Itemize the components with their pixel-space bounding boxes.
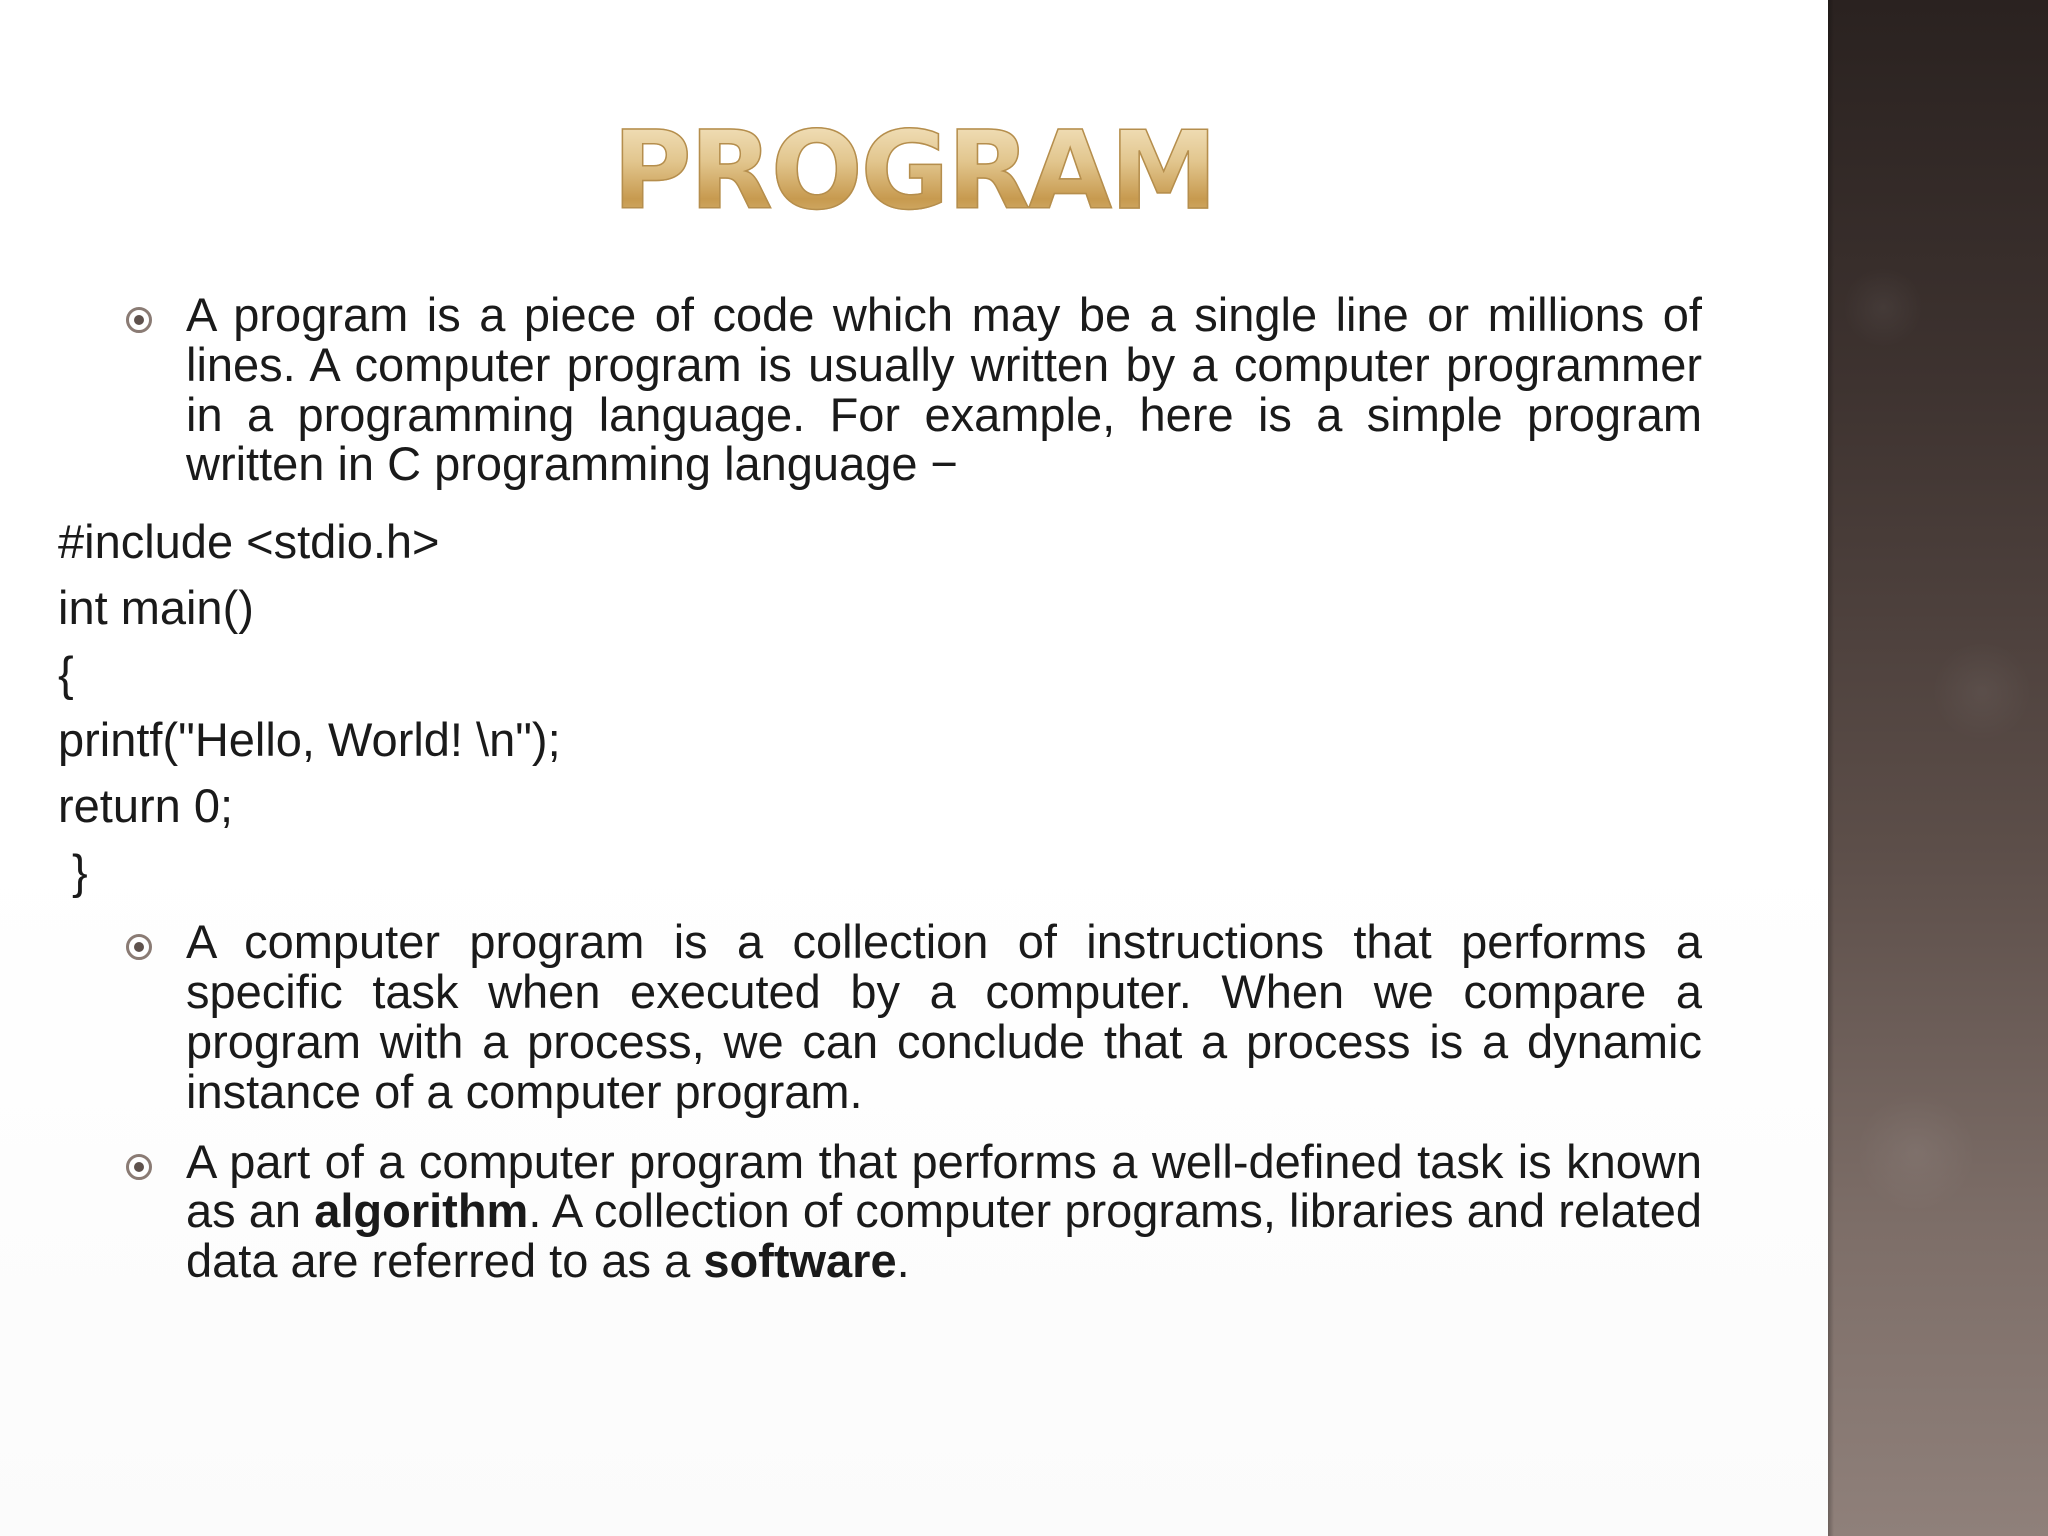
slide-title: PROGRAM [0,118,1828,226]
software-term: software [703,1234,897,1288]
circle-bullet-icon [126,934,152,960]
code-line: int main() [58,581,254,635]
bullet-text-part: . A collection of computer programs, libraries and related data are referred to as a [186,1184,1702,1288]
bullet-item-algorithm-software [122,1134,1702,1288]
code-line: } [72,845,88,899]
decorative-side-panel [1828,0,2048,1536]
slide-content [58,288,1702,1306]
code-line: return 0; [58,779,234,833]
bullet-item-program-definition [122,290,1702,489]
code-example [58,509,1702,905]
code-line: { [58,647,74,701]
bullet-text-part: A part of a computer program that performs a well-defined task is known as an [186,1134,1702,1238]
bullet-text: A program is a piece of code which may be a single line or millions of lines. A computer program is usually written by a computer programmer in a programming language. For example, here is a simple program written in C programming language − [186,288,1702,491]
code-line: printf("Hello, World! \n"); [58,713,561,767]
bullet-item-program-vs-process [122,917,1702,1116]
circle-bullet-icon [126,1154,152,1180]
bullet-text: A computer program is a collection of instructions that performs a specific task when executed by a computer. When we compare a program with a process, we can conclude that a process is a dynamic instance of a computer program. [186,915,1702,1118]
circle-bullet-icon [126,307,152,333]
bullet-text-part: . [896,1234,910,1288]
code-line: #include <stdio.h> [58,515,440,569]
algorithm-term: algorithm [314,1184,529,1238]
